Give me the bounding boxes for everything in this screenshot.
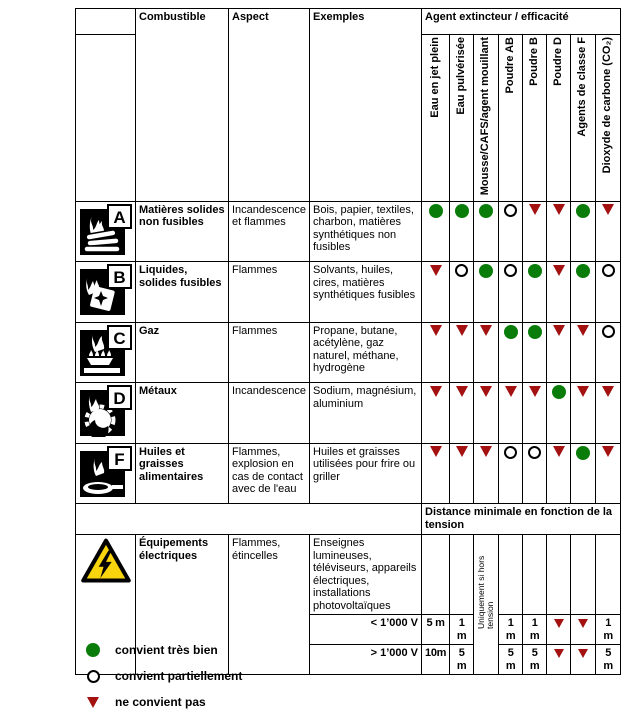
rating-cell [596,201,621,262]
good-rating-icon [85,643,101,657]
class-letter-f: F [113,449,125,469]
rating-cell [499,383,523,444]
fire-class-extinguisher-table [75,8,621,675]
voltage-row-label-low: < 1’000 V [310,615,422,645]
class-letter-a: A [112,207,126,227]
agent-label-poudre-b: Poudre B [527,37,540,86]
rating-cell [499,443,523,504]
fire-class-f-icon [76,443,136,504]
empty-cell [523,535,547,615]
exemples-electrical: Enseignes lumineuses, téléviseurs, appareils électriques, installations photovoltaïques [310,535,422,615]
distance-value: 1 m [523,615,547,645]
legend-item-no [85,689,242,715]
exemples-a: Bois, papier, textiles, charbon, matières synthétiques non fusibles [310,201,422,262]
fire-class-b-icon [76,262,136,323]
legend-item-partial [85,663,242,689]
exemples-f: Huiles et graisses utilisées pour frire ou griller [310,443,422,504]
rating-cell [474,201,499,262]
column-header-agent-efficacite: Agent extincteur / efficacité [422,9,621,35]
rating-cell [422,443,450,504]
column-header-aspect: Aspect [229,9,310,202]
rating-cell [596,443,621,504]
fire-class-c-icon [76,322,136,383]
legend-label: convient partiellement [115,669,243,683]
gap-spacer [76,504,422,535]
distance-value: 1 m [450,615,474,645]
rating-cell [422,262,450,323]
combustible-name-f: Huiles et graisses alimentaires [136,443,229,504]
empty-cell [422,535,450,615]
fire-class-d-icon [76,383,136,444]
legend-label: convient très bien [115,643,218,657]
combustible-name-electrical: Équipements électriques [136,535,229,675]
aspect-f: Flammes, explosion en cas de contact avec de l'eau [229,443,310,504]
legend-item-good [85,637,242,663]
distance-value: 5 m [523,645,547,675]
aspect-electrical: Flammes, étincelles [229,535,310,675]
distance-value: 5 m [422,615,450,645]
rating-cell [571,443,596,504]
rating-cell [596,322,621,383]
class-letter-d: D [112,389,126,409]
aspect-c: Flammes [229,322,310,383]
agent-label-poudre-d: Poudre D [551,37,564,86]
rating-cell [571,322,596,383]
rating-cell [474,262,499,323]
rating-cell [422,322,450,383]
agent-label-agents-classe-f: Agents de classe F [576,37,589,137]
rating-cell [474,443,499,504]
rating-cell [474,383,499,444]
header-blank-corner [76,35,136,202]
rating-cell [571,262,596,323]
rating-cell [499,262,523,323]
rating-cell [571,201,596,262]
distance-value: 10m [422,645,450,675]
distance-value: 5 m [450,645,474,675]
combustible-name-d: Métaux [136,383,229,444]
rating-cell [523,383,547,444]
rating-cell [523,443,547,504]
column-header-exemples: Exemples [310,9,422,202]
combustible-name-b: Liquides, solides fusibles [136,262,229,323]
combustible-name-c: Gaz [136,322,229,383]
rating-cell [596,262,621,323]
aspect-a: Incandescence et flammes [229,201,310,262]
rating-cell [547,201,571,262]
empty-cell [596,535,621,615]
voltage-row-label-high: > 1’000 V [310,645,422,675]
distance-value: 1 m [596,615,621,645]
distance-value [571,645,596,675]
rating-cell [596,383,621,444]
rating-cell [474,322,499,383]
agent-label-eau-en-jet-plein: Eau en jet plein [428,37,441,118]
exemples-d: Sodium, magnésium, aluminium [310,383,422,444]
empty-cell [571,535,596,615]
class-letter-b: B [112,268,126,288]
aspect-d: Incandescence [229,383,310,444]
rating-cell [450,322,474,383]
distance-value: 5 m [499,645,523,675]
distance-value [547,615,571,645]
aspect-b: Flammes [229,262,310,323]
distance-value: 5 m [596,645,621,675]
rating-cell [499,322,523,383]
empty-cell [450,535,474,615]
partial-rating-icon [85,670,101,683]
rating-cell [422,201,450,262]
rating-cell [523,262,547,323]
agent-label-eau-pulverisee: Eau pulvérisée [454,37,467,115]
rating-cell [422,383,450,444]
rating-cell [450,383,474,444]
rating-cell [450,201,474,262]
mousse-voltage-note: Uniquement si hors tension [476,556,496,630]
empty-cell [547,535,571,615]
combustible-name-a: Matières solides non fusibles [136,201,229,262]
column-header-combustible: Combustible [136,9,229,202]
agent-label-mousse-cafs: Mousse/CAFS/agent mouillant [479,37,492,196]
legend-label: ne convient pas [115,695,206,709]
legend [85,637,242,715]
rating-cell [547,383,571,444]
exemples-b: Solvants, huiles, cires, matières synthétiques fusibles [310,262,422,323]
rating-cell [523,201,547,262]
no-rating-icon [85,697,101,708]
distance-value [571,615,596,645]
distance-value [547,645,571,675]
rating-cell [547,443,571,504]
distance-value: 1 m [499,615,523,645]
empty-cell [499,535,523,615]
fire-class-a-icon [76,201,136,262]
distance-note: Distance minimale en fonction de la tension [422,504,621,535]
rating-cell [450,262,474,323]
agent-label-poudre-ab: Poudre AB [503,37,516,94]
exemples-c: Propane, butane, acétylène, gaz naturel, méthane, hydrogène [310,322,422,383]
rating-cell [547,262,571,323]
class-letter-c: C [112,328,126,348]
header-blank-corner [76,9,136,35]
rating-cell [450,443,474,504]
rating-cell [571,383,596,444]
rating-cell [547,322,571,383]
agent-label-co2: Dioxyde de carbone (CO₂) [601,37,614,174]
mousse-voltage-note-cell [474,535,499,675]
rating-cell [523,322,547,383]
rating-cell [499,201,523,262]
